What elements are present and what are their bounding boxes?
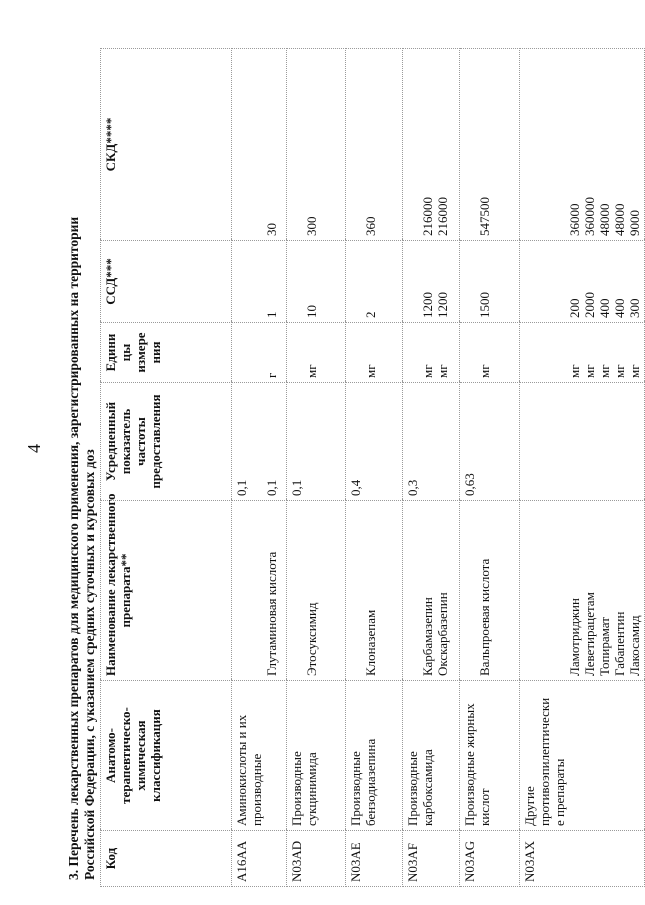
header-unit-line: измере [133,332,148,373]
header-freq-line: частоты [133,417,148,466]
table-row [520,49,645,887]
cell-frequency [403,383,460,501]
header-units [101,323,232,383]
atc-line: противоэпилептически [537,697,552,826]
cell-sdd [520,241,645,323]
drug-name: Топирамат [597,617,612,676]
drug-skd: 30 [264,223,279,236]
header-unit-line: цы [118,343,133,362]
cell-code: N03AE [346,831,403,887]
drug-skd: 360000 [582,197,597,236]
header-unit-line: ния [148,341,163,364]
drug-name: Лакосамид [627,615,642,676]
drug-unit: мг [567,364,582,378]
cell-atc [460,681,520,831]
drug-unit: мг [582,364,597,378]
drug-name: Ламотриджин [567,598,582,676]
cell-code: N03AG [460,831,520,887]
cell-sdd [403,241,460,323]
cell-frequency [232,383,287,501]
drug-name: Габапентин [612,611,627,676]
cell-skd [287,49,346,241]
atc-line: бензодиазепина [363,738,378,826]
group-frequency: 0,1 [289,479,304,496]
cell-frequency [460,383,520,501]
drug-skd: 216000 [420,197,435,236]
drug-name: Клоназепам [363,609,378,676]
table-row [403,49,460,887]
atc-line: е препараты [552,758,567,826]
drug-skd: 360 [363,216,378,236]
cell-frequency [287,383,346,501]
heading-line-1: 3. Перечень лекарственных препаратов для медицинского применения, зарегистрированных на территории [66,216,81,880]
drug-skd: 9000 [627,210,642,236]
cell-skd [232,49,287,241]
drug-sdd: 1500 [477,292,492,318]
drug-name: Вальпроевая кислота [477,558,492,676]
cell-atc [232,681,287,831]
cell-sdd [346,241,403,323]
drug-unit: мг [627,364,642,378]
header-drug-line: препарата** [118,553,133,628]
drug-unit: мг [435,364,450,378]
section-heading [66,0,98,880]
drug-frequency: 0,1 [264,479,279,496]
table-row [232,49,287,887]
header-unit-line: Едини [103,333,118,372]
drug-name: Леветирацетам [582,592,597,676]
header-freq-line: показатель [118,408,133,475]
drug-unit: мг [304,364,319,378]
drug-sdd: 1200 [435,292,450,318]
cell-atc [346,681,403,831]
drug-skd: 300 [304,216,319,236]
atc-line: Производные [405,751,420,826]
header-freq-line: предоставления [148,394,163,489]
cell-unit [346,323,403,383]
heading-line-2: Российской Федерации, с указанием средних суточных и курсовых доз [82,449,97,880]
drug-sdd: 200 [567,298,582,318]
group-frequency: 0,4 [348,479,363,496]
cell-code: A16AA [232,831,287,887]
cell-drug-name [520,501,645,681]
cell-unit [287,323,346,383]
header-atc [101,681,232,831]
table-row [346,49,403,887]
cell-drug-name [287,501,346,681]
cell-atc [520,681,645,831]
drug-unit: г [264,372,279,378]
header-atc-line: классификация [148,709,163,802]
cell-unit [520,323,645,383]
drug-name: Окскарбазепин [435,592,450,676]
cell-skd [460,49,520,241]
drug-skd: 36000 [567,203,582,236]
atc-line: сукцинимида [304,752,319,826]
drug-name: Глутаминовая кислота [264,551,279,676]
cell-sdd [460,241,520,323]
atc-line: производные [249,753,264,826]
cell-frequency [346,383,403,501]
table-row [287,49,346,887]
table-header-row [101,49,232,887]
drug-sdd: 1200 [420,292,435,318]
table-row [460,49,520,887]
drug-skd: 48000 [612,203,627,236]
cell-sdd [232,241,287,323]
drug-sdd: 1 [264,311,279,318]
drug-sdd: 400 [612,298,627,318]
drug-unit: мг [363,364,378,378]
header-atc-line: химическая [133,720,148,791]
header-code: Код [101,831,232,887]
cell-atc [287,681,346,831]
drug-name: Этосуксимид [304,602,319,676]
cell-drug-name [460,501,520,681]
header-skd: СКД**** [101,49,232,241]
drug-sdd: 10 [304,305,319,318]
atc-line: Другие [522,786,537,826]
header-atc-line: Анатомо- [103,727,118,784]
cell-code: N03AX [520,831,645,887]
cell-unit [232,323,287,383]
cell-skd [346,49,403,241]
atc-line: кислот [477,788,492,826]
cell-drug-name [346,501,403,681]
atc-line: Производные [348,751,363,826]
cell-atc [403,681,460,831]
atc-line: Производные [289,751,304,826]
atc-line: Производные жирных [462,703,477,826]
drug-name: Карбамазепин [420,597,435,676]
drug-skd: 216000 [435,197,450,236]
header-drug-name [101,493,232,681]
drug-sdd: 300 [627,298,642,318]
page-number: 4 [24,444,44,453]
cell-code: N03AD [287,831,346,887]
header-frequency [101,383,232,501]
drug-sdd: 2000 [582,292,597,318]
cell-code: N03AF [403,831,460,887]
atc-line: карбоксамида [420,749,435,826]
drug-sdd: 400 [597,298,612,318]
atc-line: Аминокислоты и их [234,714,249,826]
cell-unit [460,323,520,383]
drug-skd: 547500 [477,197,492,236]
cell-drug-name [232,501,287,681]
group-frequency: 0,1 [234,479,249,496]
group-frequency: 0,63 [462,473,477,496]
cell-skd [520,49,645,241]
group-frequency: 0,3 [405,479,420,496]
drug-unit: мг [612,364,627,378]
drug-unit: мг [420,364,435,378]
drug-unit: мг [597,364,612,378]
cell-sdd [287,241,346,323]
header-freq-line: Усредненный [103,401,118,482]
drug-unit: мг [477,364,492,378]
header-drug-line: Наименование лекарственного [103,493,118,676]
drug-list-table [100,48,645,887]
drug-sdd: 2 [363,311,378,318]
cell-frequency [520,383,645,501]
header-sdd: ССД*** [101,241,232,323]
drug-skd: 48000 [597,203,612,236]
header-atc-line: терапевтическо- [118,707,133,804]
cell-drug-name [403,501,460,681]
cell-skd [403,49,460,241]
cell-unit [403,323,460,383]
